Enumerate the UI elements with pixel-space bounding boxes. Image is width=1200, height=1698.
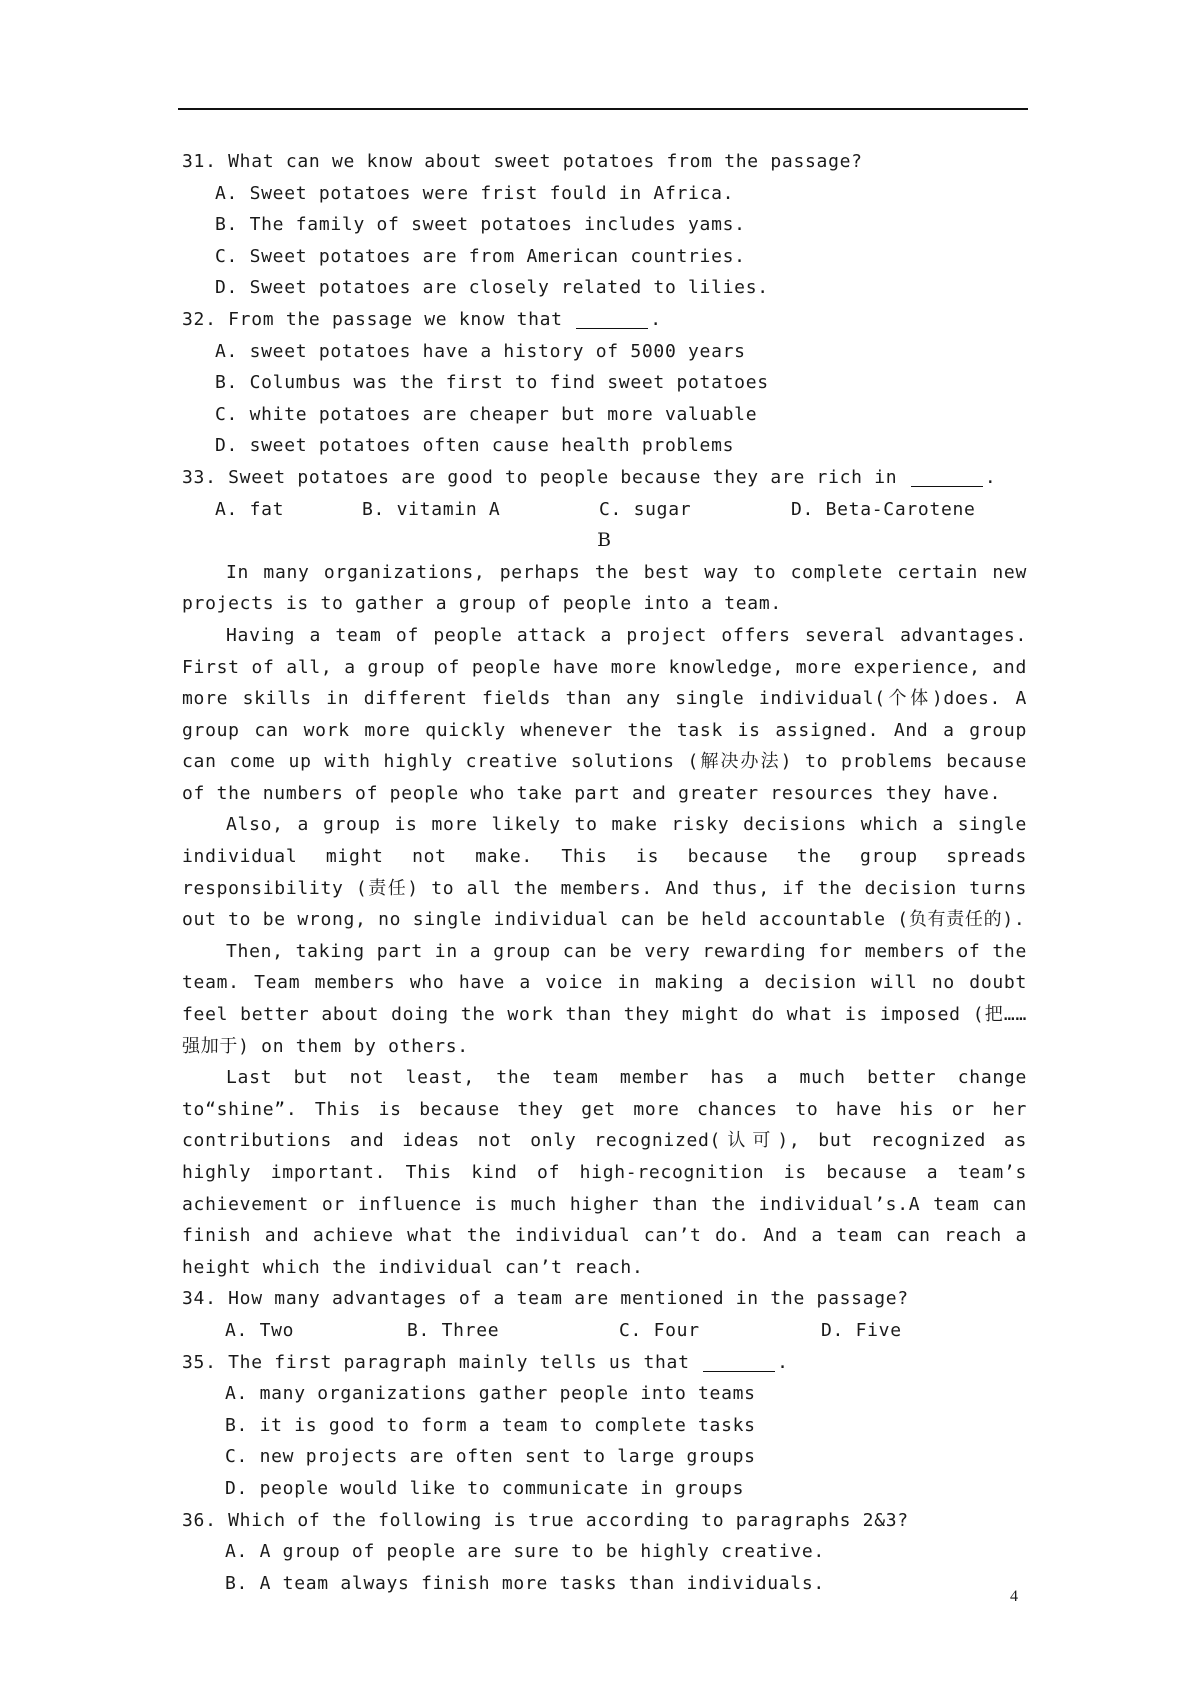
q32-option-c: C. white potatoes are cheaper but more valuable: [215, 403, 758, 425]
q33-stem-end: .: [984, 466, 997, 488]
q35-stem: 35. The first paragraph mainly tells us that: [182, 1351, 690, 1373]
q36-option-b: B. A team always finish more tasks than individuals.: [225, 1572, 825, 1594]
q34-option-c: C. Four: [619, 1319, 700, 1341]
q31-option-b: B. The family of sweet potatoes includes yams.: [215, 214, 746, 236]
q33-option-b: B. vitamin A: [362, 498, 501, 520]
passage-paragraph-3: Also, a group is more likely to make risky decisions which a single individual might not make. This is because the group spreads responsibility (责任) to all the members. And thus, if the decision turns out to be wrong, no single individual can be held accountable (负有责任的).: [182, 814, 1027, 931]
q35-option-b: B. it is good to form a team to complete tasks: [225, 1414, 756, 1436]
q31-option-a: A. Sweet potatoes were frist fould in Africa.: [215, 182, 735, 204]
q31-option-d: D. Sweet potatoes are closely related to lilies.: [215, 277, 769, 299]
q34-option-a: A. Two: [225, 1319, 295, 1341]
q32-option-b: B. Columbus was the first to find sweet potatoes: [215, 372, 769, 394]
passage-paragraph-2: Having a team of people attack a project offers several advantages. First of all, a group of people have more knowledge, more experience, and more skills in different fields than any single individual(个体)does. A group can work more quickly whenever the task is assigned. And a group can come up with highly creative solutions (解决办法) to problems because of the numbers of people who take part and greater resources they have.: [182, 624, 1027, 804]
q36-option-a: A. A group of people are sure to be highly creative.: [225, 1541, 825, 1563]
q35-option-d: D. people would like to communicate in groups: [225, 1477, 745, 1499]
q31-option-c: C. Sweet potatoes are from American countries.: [215, 245, 746, 267]
q35-answer-blank: [703, 1353, 775, 1372]
q33-stem-line: [182, 462, 1027, 494]
q33-option-d: D. Beta-Carotene: [791, 498, 976, 520]
q33-stem: 33. Sweet potatoes are good to people because they are rich in: [182, 466, 898, 488]
q32-stem-end: .: [650, 308, 662, 330]
q32-stem-line: [182, 304, 1027, 336]
q34-options-row: [182, 1315, 1027, 1347]
q31-stem: 31. What can we know about sweet potatoes from the passage?: [182, 151, 863, 172]
q32-option-a: A. sweet potatoes have a history of 5000 years: [215, 340, 746, 362]
q34-stem: 34. How many advantages of a team are mentioned in the passage?: [182, 1288, 909, 1310]
page-content: [182, 146, 1027, 1599]
reading-passage: [182, 557, 1027, 1284]
q32-stem: 32. From the passage we know that: [182, 308, 563, 330]
q34-option-d: D. Five: [821, 1319, 902, 1341]
q33-answer-blank: [911, 468, 983, 487]
q35-option-c: C. new projects are often sent to large groups: [225, 1446, 756, 1468]
passage-paragraph-1: In many organizations, perhaps the best way to complete certain new projects is to gather a group of people into a team.: [182, 561, 1027, 615]
q36-stem: 36. Which of the following is true according to paragraphs 2&3?: [182, 1509, 909, 1531]
page-number: 4: [1010, 1588, 1018, 1605]
q34-option-b: B. Three: [407, 1319, 500, 1341]
q33-option-a: A. fat: [215, 498, 285, 520]
passage-paragraph-5: Last but not least, the team member has a much better change to“shine”. This is because they get more chances to have his or her contributions and ideas not only recognized(认可), but recognized as highly important. This kind of high-recognition is because a team’s achievement or influence is much higher than the individual’s.A team can finish and achieve what the individual can’t do. And a team can reach a height which the individual can’t reach.: [182, 1067, 1027, 1278]
header-rule: [178, 108, 1028, 110]
q35-option-a: A. many organizations gather people into teams: [225, 1383, 756, 1405]
q33-options-row: [182, 494, 1027, 526]
q35-stem-end: .: [777, 1351, 789, 1373]
section-b-heading: B: [597, 529, 612, 552]
q32-option-d: D. sweet potatoes often cause health problems: [215, 435, 735, 457]
q35-stem-line: [182, 1347, 1027, 1379]
passage-paragraph-4: Then, taking part in a group can be very rewarding for members of the team. Team members who have a voice in making a decision will no doubt feel better about doing the work than they might do what is imposed (把……强加于) on them by others.: [182, 940, 1027, 1057]
q33-option-c: C. sugar: [599, 498, 692, 520]
q32-answer-blank: [576, 310, 648, 329]
